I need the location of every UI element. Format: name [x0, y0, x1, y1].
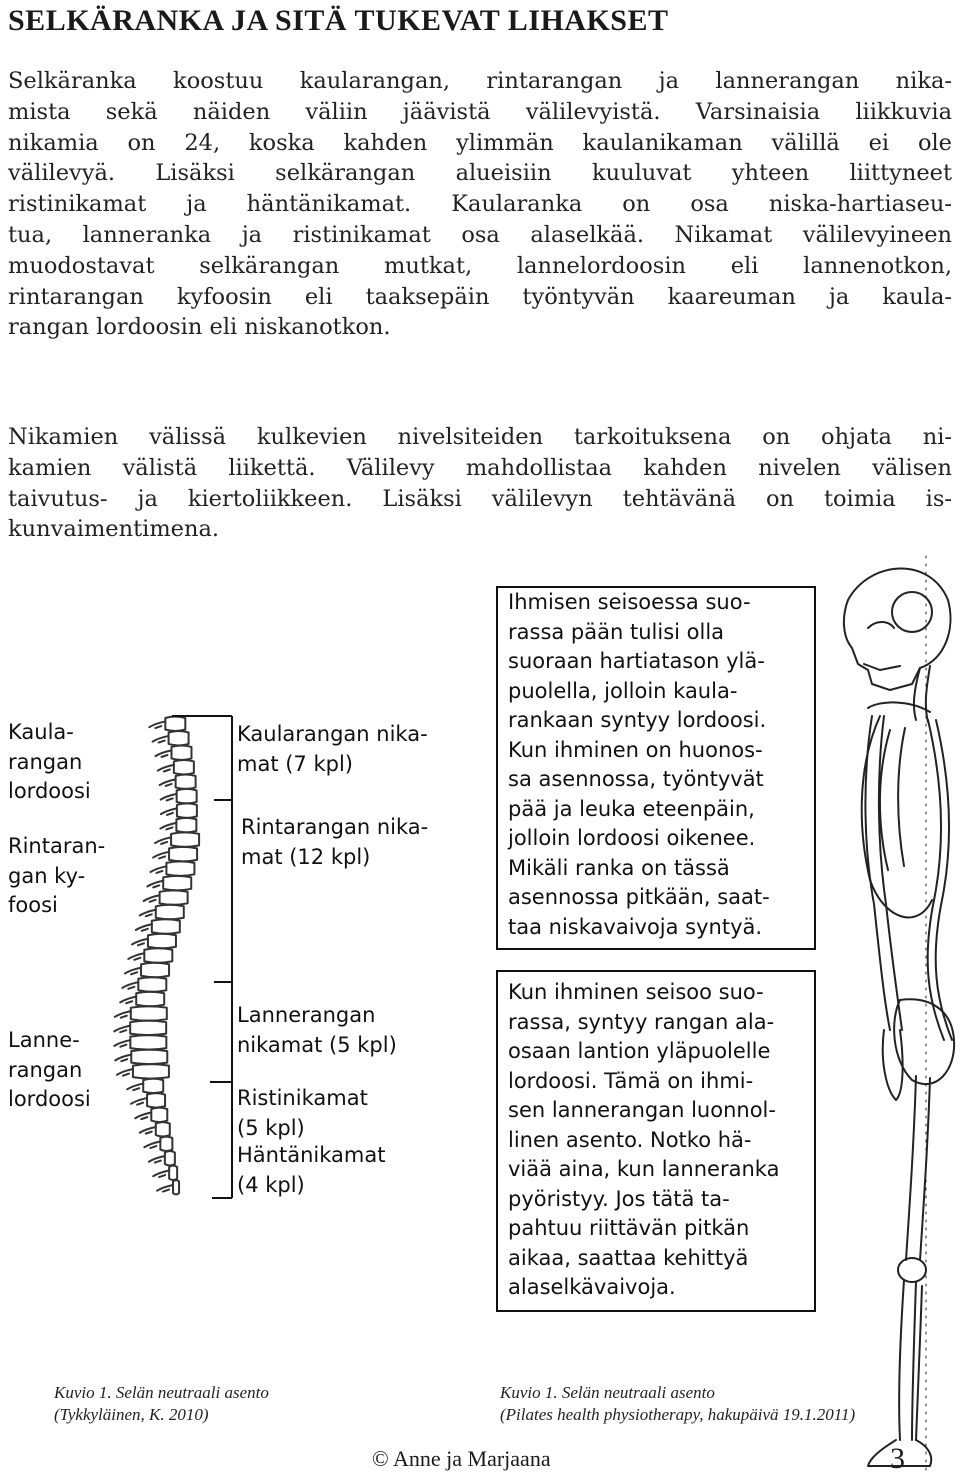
text-line: nikamat (5 kpl)	[237, 1032, 397, 1057]
text-line: pyöristyy. Jos tätä ta-	[508, 1186, 730, 1211]
text-line: kunvaimentimena.	[8, 516, 220, 543]
text-line: puolella, jolloin kaula-	[508, 678, 738, 703]
text-line: Ristinikamat	[237, 1086, 368, 1110]
text-line: aikaa, saattaa kehittyä	[508, 1245, 749, 1270]
text-line: pää ja leuka eteenpäin,	[508, 796, 755, 821]
text-line: lordoosi	[8, 1087, 91, 1111]
text-line: Kuvio 1. Selän neutraali asento	[500, 1383, 715, 1402]
text-line: (4 kpl)	[237, 1172, 305, 1197]
caption-posture-figure	[500, 1382, 855, 1426]
text-line: Lanne-	[8, 1028, 80, 1052]
text-line: muodostavat selkärangan mutkat, lannelordoosin eli lannenotkon,	[8, 252, 952, 279]
text-line: Rintaran-	[8, 834, 106, 858]
text-line: kamien välistä liikettä. Välilevy mahdollistaa kahden nivelen välisen	[8, 454, 952, 481]
text-line: viää aina, kun lanneranka	[508, 1157, 780, 1181]
text-line: välilevyä. Lisäksi selkärangan alueisiin kuuluvat yhteen liittyneet	[8, 160, 952, 187]
text-line: asennossa pitkään, saat-	[508, 885, 770, 909]
text-line: rangan	[8, 1057, 83, 1082]
text-line: Mikäli ranka on tässä	[508, 855, 730, 880]
text-line: Kun ihminen on huonos-	[508, 737, 763, 762]
text-line: foosi	[8, 893, 58, 917]
text-line: pahtuu riittävän pitkän	[508, 1216, 750, 1240]
text-line: rangan	[8, 749, 83, 774]
text-line: Kun ihminen seisoo suo-	[508, 980, 764, 1004]
text-line: sa asennossa, työntyvät	[508, 767, 764, 791]
text-line: lordoosi	[8, 779, 91, 803]
text-line: rankaan syntyy lordoosi.	[508, 708, 767, 732]
text-line: Kaula-	[8, 720, 74, 744]
text-line: lordoosi. Tämä on ihmi-	[508, 1068, 754, 1093]
text-line: mista sekä näiden väliin jäävistä välilevyistä. Varsinaisia liikkuvia	[8, 98, 952, 125]
text-line: ristinikamat ja häntänikamat. Kaularanka on osa niska-hartiaseu-	[8, 191, 952, 218]
text-line: Selkäranka koostuu kaularangan, rintarangan ja lannerangan nika-	[8, 68, 952, 94]
text-line: Kuvio 1. Selän neutraali asento	[54, 1383, 269, 1402]
caption-spine-figure	[54, 1382, 269, 1426]
text-line: Kaularangan nika-	[237, 722, 428, 746]
text-line: mat (7 kpl)	[237, 751, 353, 776]
text-line: Ihmisen seisoessa suo-	[508, 590, 751, 614]
text-line: Lannerangan	[237, 1003, 376, 1027]
text-line: alaselkävaivoja.	[508, 1275, 676, 1299]
text-line: rangan lordoosin eli niskanotkon.	[8, 314, 391, 341]
copyright-footer: © Anne ja Marjaana	[372, 1446, 551, 1471]
text-line: mat (12 kpl)	[241, 844, 371, 869]
text-line: Rintarangan nika-	[241, 815, 429, 839]
text-line: (Pilates health physiotherapy, hakupäivä 19.1.2011)	[500, 1405, 856, 1424]
text-line: rassa pään tulisi olla	[508, 619, 725, 644]
text-line: Nikamien välissä kulkevien nivelsiteiden tarkoituksena on ohjata ni-	[8, 424, 952, 450]
text-line: rassa, syntyy rangan ala-	[508, 1009, 775, 1034]
text-line: rintarangan kyfoosin eli taaksepäin työntyvän kaareuman ja kaula-	[8, 283, 952, 310]
text-line: taivutus- ja kiertoliikkeen. Lisäksi välilevyn tehtävänä on toimia is-	[8, 485, 952, 512]
text-line: tua, lanneranka ja ristinikamat osa alaselkää. Nikamat välilevyineen	[8, 221, 952, 248]
text-line: linen asento. Notko hä-	[508, 1127, 752, 1152]
text-line: gan ky-	[8, 863, 86, 888]
text-line: Häntänikamat	[237, 1143, 386, 1167]
text-line: suoraan hartiatason ylä-	[508, 649, 765, 673]
text-line: sen lannerangan luonnol-	[508, 1098, 776, 1122]
text-line: (Tykkyläinen, K. 2010)	[54, 1405, 209, 1424]
text-line: nikamia on 24, koska kahden ylimmän kaulanikaman välillä ei ole	[8, 129, 952, 156]
text-line: jolloin lordoosi oikenee.	[508, 826, 756, 850]
page-title: SELKÄRANKA JA SITÄ TUKEVAT LIHAKSET	[8, 4, 669, 37]
page-number: 3	[890, 1442, 905, 1475]
text-line: osaan lantion yläpuolelle	[508, 1039, 771, 1063]
text-line: (5 kpl)	[237, 1115, 305, 1140]
text-line: taa niskavaivoja syntyä.	[508, 914, 763, 939]
